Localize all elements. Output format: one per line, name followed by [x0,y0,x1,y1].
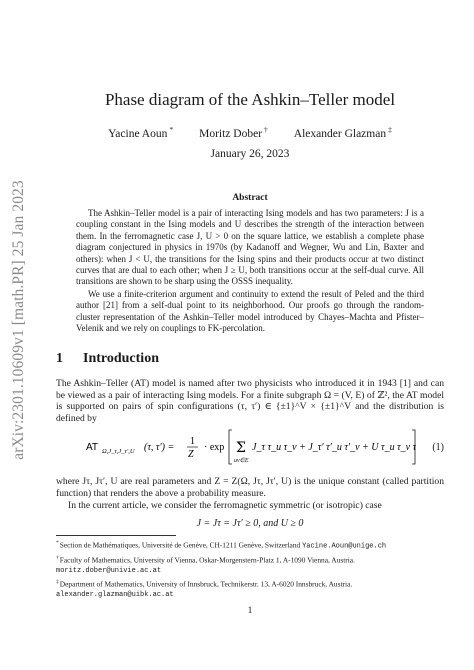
abstract-paragraph-1: The Ashkin–Teller model is a pair of interacting Ising models and has two parameters: J is a coupling constant in the Ising models and U describes the strength of the interaction between them. In the ferromagnetic case J, U > 0 on the square lattice, we establish a complete phase diagram conjectured in physics in 1970s (by Kadanoff and Wegner, Wu and Lin, Baxter and others): when J < U, the transitions for the Ising spins and their products occur at two distinct curves that are dual to each other; when J ≥ U, both transitions occur at the self-dual curve. All transitions are shown to be sharp using the OSSS inequality. [76,208,424,287]
svg-text:Z: Z [188,449,194,460]
paper-title: Phase diagram of the Ashkin–Teller model [104,90,396,109]
svg-text:uv∈E: uv∈E [234,458,249,464]
arxiv-identifier-stamp [4,20,34,620]
svg-text:1: 1 [190,436,195,447]
footnotes [56,539,444,602]
author-2: Moritz Dober † [199,125,268,140]
footnote-3: ‡Department of Mathematics, University of Innsbruck, Technikerstr. 13, A-6020 Innsbruck, Austria. alexander.glazman@uibk.ac.at [56,579,353,600]
paper-date: January 26, 2023 [210,148,290,160]
footnote-1: *Section de Mathématiques, Université de Genève, CH-1211 Genève, Switzerland Yacine.Aoun@unige.ch [56,540,387,551]
abstract-body [76,208,424,335]
svg-text:J_τ τ_u τ_v + J_τ′ τ′_u τ′_v +: J_τ τ_u τ_v + J_τ′ τ′_u τ′_v + U τ_u τ_v τ [252,442,416,453]
section-heading [56,351,159,367]
equation-number: (1) [432,442,444,453]
footnote-2-email[interactable]: moritz.dober@univie.ac.at [56,566,162,575]
equation-formula [86,420,416,474]
intro-paragraph-3: In the current article, we consider the ferromagnetic symmetric (or isotropic) case [68,500,382,511]
intro-paragraph-1: The Ashkin–Teller (AT) model is named after two physicists who introduced it in 1943 [1] and can be viewed as a pair of interacting Ising models. For a finite subgraph Ω = (V, E) of ℤ², the AT model is supported on pairs of spin configurations (τ, τ′) ∈ {±1}^V × {±1}^V and the distribution is defined by [56,378,444,424]
footnote-divider [56,535,176,536]
intro-paragraph-2: where Jτ, Jτ′, U are real parameters and Z = Z(Ω, Jτ, Jτ′, U) is the unique constant (called partition function) that renders the above a probability measure. [56,476,444,499]
author-list [56,125,444,140]
section-title: Introduction [83,351,159,366]
svg-text:· exp: · exp [204,442,225,453]
section-number: 1 [56,351,63,366]
svg-text:(τ, τ′) =: (τ, τ′) = [144,442,175,453]
abstract-paragraph-2: We use a finite-criterion argument and continuity to extend the result of Peled and the third author [21] from a self-dual point to its neighborhood. Our proofs go through the random-cluster representation of the Ashkin–Teller model introduced by Chayes–Machta and Pfister–Velenik and we rely on couplings to FK-percolation. [76,288,424,334]
svg-text:AT: AT [86,442,99,453]
svg-text:Σ: Σ [236,440,246,456]
paper-page [56,0,444,670]
footnote-2: †Faculty of Mathematics, University of Vienna, Oskar-Morgenstern-Platz 1, A-1090 Vienna, Austria. moritz.dober@univie.ac.at [56,554,355,575]
svg-text:Ω,J_τ,J_τ′,U: Ω,J_τ,J_τ′,U [102,448,135,455]
footnote-3-email[interactable]: alexander.glazman@uibk.ac.at [56,591,174,600]
equation-1 [86,420,444,474]
footnote-1-email[interactable]: Yacine.Aoun@unige.ch [302,542,387,551]
abstract-heading: Abstract [232,193,268,203]
author-1: Yacine Aoun * [108,125,174,140]
arxiv-stamp-text: arXiv:2301.10609v1 [math.PR] 25 Jan 2023 [10,180,28,460]
author-3: Alexander Glazman ‡ [293,125,392,140]
page-number: 1 [247,606,253,616]
symmetric-case-condition: J = Jτ = Jτ′ ≥ 0, and U ≥ 0 [196,518,304,529]
